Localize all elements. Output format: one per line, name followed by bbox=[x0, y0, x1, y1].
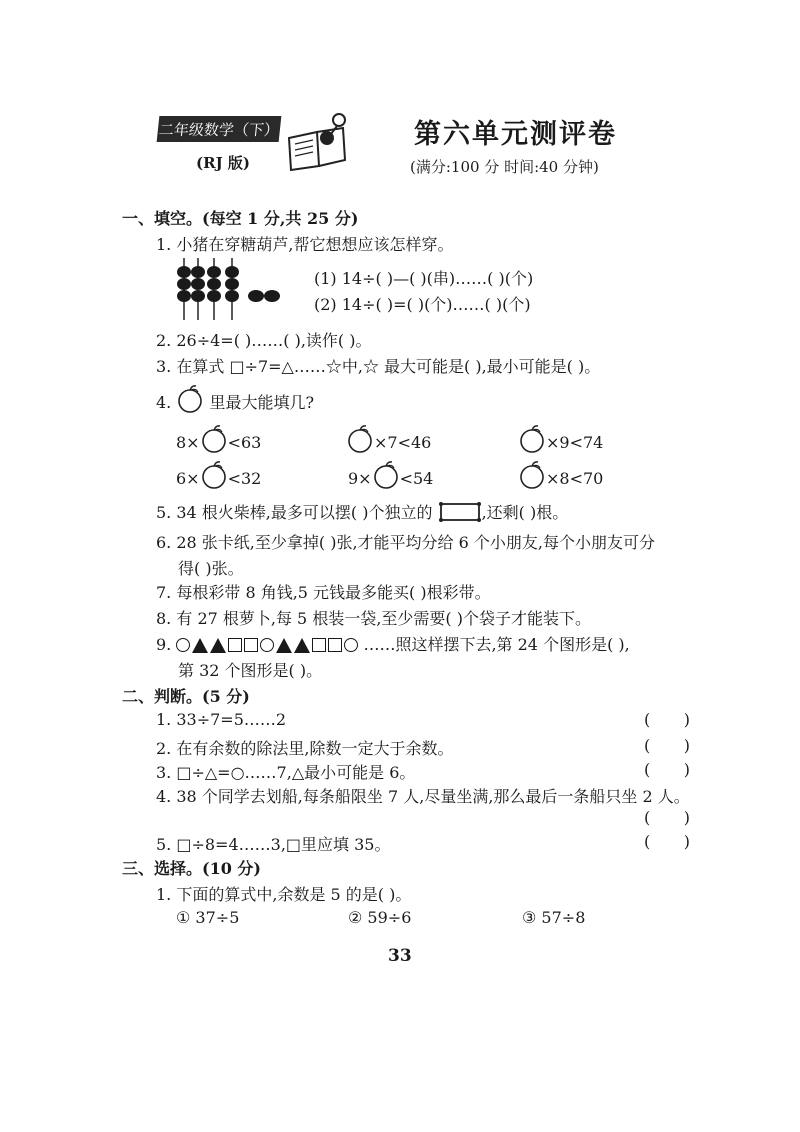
square-shape bbox=[228, 638, 242, 652]
judge-answer-1[interactable] bbox=[644, 710, 690, 729]
section2-heading: 二、判断。(5 分) bbox=[122, 687, 250, 706]
q1-line2: (2) 14÷( )=( )(个)……( )(个) bbox=[314, 295, 531, 314]
choice-q1-text: 1. 下面的算式中,余数是 5 的是( )。 bbox=[156, 885, 412, 904]
paren-close: ) bbox=[683, 808, 690, 827]
square-shape bbox=[244, 638, 258, 652]
section1-heading: 一、填空。(每空 1 分,共 25 分) bbox=[122, 209, 359, 228]
choice-option-2[interactable]: ② 59÷6 bbox=[348, 908, 412, 927]
circle-shape bbox=[176, 638, 190, 652]
q6-text-a: 6. 28 张卡纸,至少拿掉( )张,才能平均分给 6 个小朋友,每个小朋友可分 bbox=[156, 533, 655, 552]
q4-item-6-post: ×8<70 bbox=[546, 469, 604, 488]
q4-item-4-pre: 6× bbox=[176, 469, 200, 488]
judge-item-2: 2. 在有余数的除法里,除数一定大于余数。 bbox=[156, 739, 454, 758]
square-shape bbox=[312, 638, 326, 652]
choice-option-3[interactable]: ③ 57÷8 bbox=[522, 908, 586, 927]
judge-answer-5[interactable] bbox=[644, 832, 690, 851]
q4-label: 里最大能填几? bbox=[209, 393, 315, 412]
paren-open: ( bbox=[644, 808, 651, 827]
q1-text: 1. 小猪在穿糖葫芦,帮它想想应该怎样穿。 bbox=[156, 235, 454, 254]
q4-item-2-post: ×7<46 bbox=[374, 433, 432, 452]
candied-haws-figure bbox=[174, 258, 286, 320]
circle-shape bbox=[260, 638, 274, 652]
q7-text: 7. 每根彩带 8 角钱,5 元钱最多能买( )根彩带。 bbox=[156, 583, 491, 602]
q4-item-1 bbox=[176, 424, 261, 454]
square-shape bbox=[328, 638, 342, 652]
paren-close: ) bbox=[683, 710, 690, 729]
judge-answer-3[interactable] bbox=[644, 760, 690, 779]
apple-icon bbox=[200, 460, 228, 490]
q5-text bbox=[156, 500, 568, 523]
apple-icon bbox=[176, 384, 204, 414]
triangle-shape bbox=[210, 638, 226, 653]
triangle-shape bbox=[276, 638, 292, 653]
grade-badge: 二年级数学（下） bbox=[157, 116, 282, 142]
apple-icon bbox=[518, 460, 546, 490]
triangle-shape bbox=[294, 638, 310, 653]
q4-item-5-pre: 9× bbox=[348, 469, 372, 488]
page-number: 33 bbox=[388, 946, 412, 966]
paren-open: ( bbox=[644, 710, 651, 729]
shape-sequence bbox=[176, 638, 358, 653]
q4-item-4-post: <32 bbox=[227, 469, 262, 488]
q4-item-3-post: ×9<74 bbox=[546, 433, 604, 452]
judge-item-5: 5. □÷8=4……3,□里应填 35。 bbox=[156, 835, 391, 854]
judge-item-4: 4. 38 个同学去划船,每条船限坐 7 人,尽量坐满,那么最后一条船只坐 2 人。 bbox=[156, 787, 690, 806]
q4-item-1-post: <63 bbox=[227, 433, 262, 452]
q4-item-5-post: <54 bbox=[399, 469, 434, 488]
q5-text-a: 5. 34 根火柴棒,最多可以摆( )个独立的 bbox=[156, 503, 433, 522]
q4-item-2 bbox=[346, 424, 431, 454]
q4-text bbox=[156, 384, 314, 414]
q4-item-5 bbox=[348, 460, 433, 490]
paren-close: ) bbox=[683, 736, 690, 755]
score-time-info: (满分:100 分 时间:40 分钟) bbox=[410, 158, 599, 176]
q4-item-1-pre: 8× bbox=[176, 433, 200, 452]
triangle-shape bbox=[192, 638, 208, 653]
q9-number: 9. bbox=[156, 635, 172, 654]
q6-text-b: 得( )张。 bbox=[178, 559, 244, 578]
paren-open: ( bbox=[644, 760, 651, 779]
document-title: 第六单元测评卷 bbox=[414, 119, 617, 150]
q3-text: 3. 在算式 □÷7=△……☆中,☆ 最大可能是( ),最小可能是( )。 bbox=[156, 357, 601, 376]
q2-text: 2. 26÷4=( )……( ),读作( )。 bbox=[156, 331, 372, 350]
section3-heading: 三、选择。(10 分) bbox=[122, 859, 261, 878]
q4-number: 4. bbox=[156, 393, 172, 412]
judge-item-3: 3. □÷△=○……7,△最小可能是 6。 bbox=[156, 763, 416, 782]
apple-icon bbox=[372, 460, 400, 490]
book-illustration-icon bbox=[283, 108, 355, 174]
paren-close: ) bbox=[683, 832, 690, 851]
matchstick-rectangle-icon bbox=[438, 501, 482, 523]
judge-answer-4[interactable] bbox=[644, 808, 690, 827]
q9-text-a-rest: ……照这样摆下去,第 24 个图形是( ), bbox=[363, 635, 630, 654]
judge-answer-2[interactable] bbox=[644, 736, 690, 755]
choice-option-1[interactable]: ① 37÷5 bbox=[176, 908, 240, 927]
apple-icon bbox=[346, 424, 374, 454]
edition-label: (RJ 版) bbox=[196, 154, 250, 172]
paren-close: ) bbox=[683, 760, 690, 779]
q8-text: 8. 有 27 根萝卜,每 5 根装一袋,至少需要( )个袋子才能装下。 bbox=[156, 609, 591, 628]
apple-icon bbox=[200, 424, 228, 454]
q9-text-a bbox=[156, 632, 630, 655]
circle-shape bbox=[344, 638, 358, 652]
q9-text-b: 第 32 个图形是( )。 bbox=[178, 661, 323, 680]
q1-line1: (1) 14÷( )—( )(串)……( )(个) bbox=[314, 269, 534, 288]
q4-item-6 bbox=[518, 460, 603, 490]
paren-open: ( bbox=[644, 832, 651, 851]
q4-item-4 bbox=[176, 460, 261, 490]
apple-icon bbox=[518, 424, 546, 454]
q4-item-3 bbox=[518, 424, 603, 454]
judge-item-1: 1. 33÷7=5……2 bbox=[156, 710, 287, 729]
paren-open: ( bbox=[644, 736, 651, 755]
q5-text-b: ,还剩( )根。 bbox=[481, 503, 569, 522]
